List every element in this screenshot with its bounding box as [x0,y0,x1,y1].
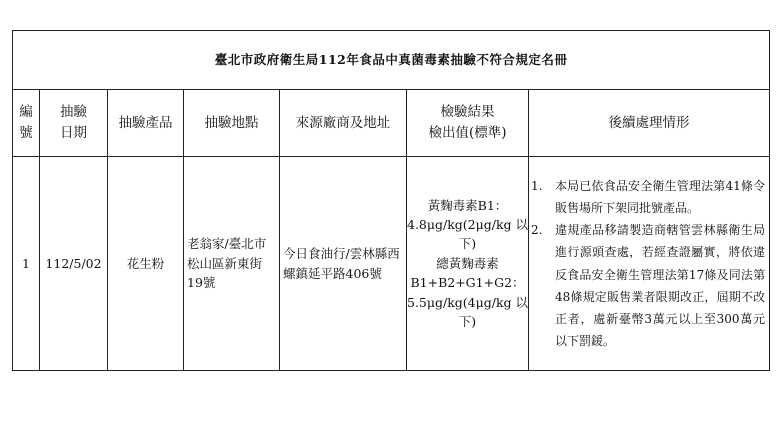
header-row [13,90,770,157]
cell-location: 老翁家/臺北市松山區新東街19號 [184,157,280,371]
result-line-total: 總黃麴毒素B1+B2+G1+G2：5.5μg/kg(4μg/kg 以下) [407,255,529,329]
cell-product: 花生粉 [108,157,184,371]
header-result: 檢驗結果 檢出值(標準) [407,90,529,157]
header-product: 抽驗產品 [108,90,184,157]
inspection-table [12,30,770,371]
cell-source: 今日食油行/雲林縣西螺鎮延平路406號 [280,157,407,371]
cell-date: 112/5/02 [40,157,108,371]
header-date: 抽驗 日期 [40,90,108,157]
cell-result [407,157,529,371]
followup-list [529,175,769,353]
header-location: 抽驗地點 [184,90,280,157]
table-title: 臺北市政府衛生局112年食品中真菌毒素抽驗不符合規定名冊 [13,31,770,90]
result-line-b1: 黃麴毒素B1：4.8μg/kg(2μg/kg 以下) [407,197,529,252]
followup-item: 2. 違規產品移請製造商轄管雲林縣衛生局進行源頭查處，若經查證屬實，將依違反食品安全衛生管理法第17條及同法第48條規定販售業者限期改正，屆期不改正者，處新臺幣3萬元以上至300萬元以下罰鍰。 [531,223,766,349]
header-followup: 後續處理情形 [529,90,770,157]
header-no: 編 號 [13,90,40,157]
table-row [13,157,770,371]
cell-followup [529,157,770,371]
cell-no: 1 [13,157,40,371]
header-source: 來源廠商及地址 [280,90,407,157]
followup-item: 1. 本局已依食品安全衛生管理法第41條令販售場所下架同批號產品。 [531,178,766,215]
